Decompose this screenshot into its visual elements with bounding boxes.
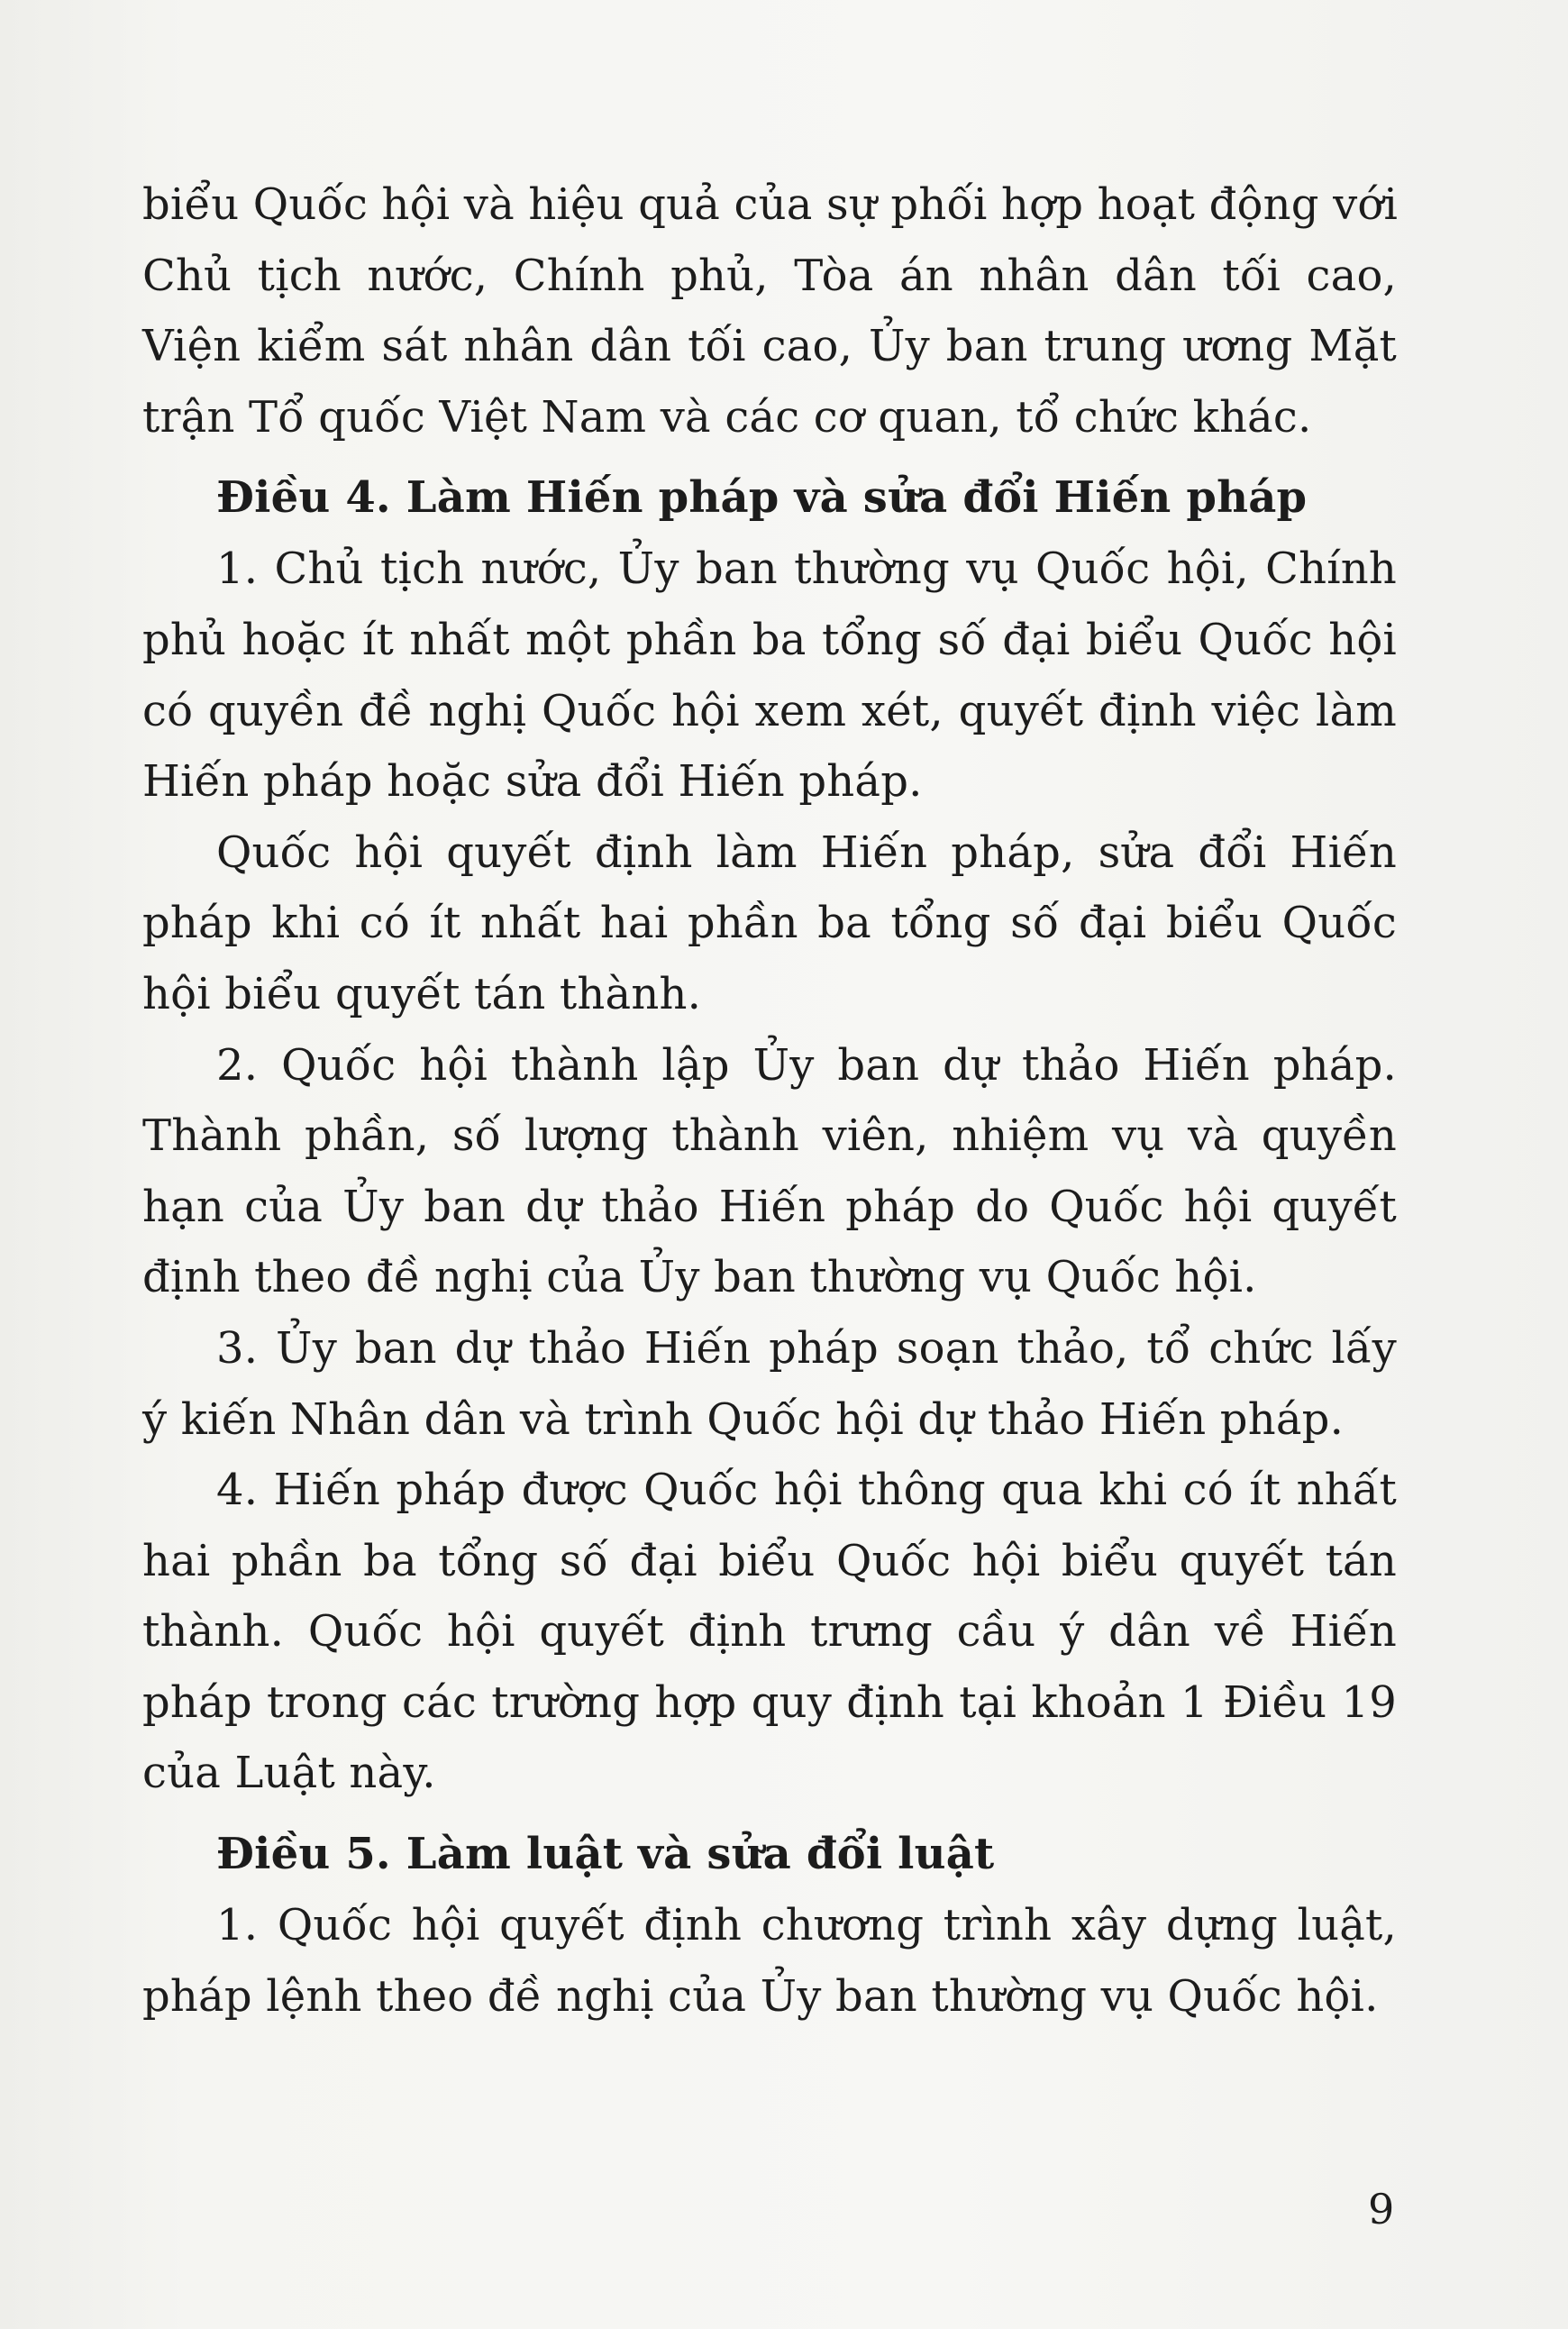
text-line: hội biểu quyết tán thành.: [142, 968, 702, 1019]
text-line: Hiến pháp hoặc sửa đổi Hiến pháp.: [142, 756, 923, 808]
text-line: biểu Quốc hội và hiệu quả của sự phối hợp hoạt động với: [142, 179, 1399, 230]
text-line: của Luật này.: [142, 1748, 436, 1799]
text-line: định theo đề nghị của Ủy ban thường vụ Quốc hội.: [142, 1252, 1257, 1303]
text-line: 1. Quốc hội quyết định chương trình xây dựng luật,: [216, 1900, 1397, 1951]
text-line: Thành phần, số lượng thành viên, nhiệm vụ và quyền: [142, 1110, 1397, 1162]
article-4-clause-3: [142, 1313, 1397, 1455]
article-4-heading: Điều 4. Làm Hiến pháp và sửa đổi Hiến pháp: [216, 472, 1308, 524]
text-line: trận Tổ quốc Việt Nam và các cơ quan, tổ chức khác.: [142, 391, 1312, 443]
text-line: pháp lệnh theo đề nghị của Ủy ban thường vụ Quốc hội.: [142, 1970, 1379, 2022]
article-5-heading: Điều 5. Làm luật và sửa đổi luật: [216, 1829, 995, 1880]
text-line: pháp trong các trường hợp quy định tại khoản 1 Điều 19: [142, 1676, 1397, 1728]
page-body: [142, 169, 1397, 2032]
text-line: pháp khi có ít nhất hai phần ba tổng số đại biểu Quốc: [142, 898, 1397, 949]
text-line: hai phần ba tổng số đại biểu Quốc hội biểu quyết tán: [142, 1535, 1397, 1586]
intro-paragraph: [142, 169, 1397, 452]
text-line: có quyền đề nghị Quốc hội xem xét, quyết định việc làm: [142, 685, 1397, 736]
text-line: Quốc hội quyết định làm Hiến pháp, sửa đổi Hiến: [216, 827, 1397, 878]
text-line: thành. Quốc hội quyết định trưng cầu ý dân về Hiến: [142, 1606, 1397, 1658]
article-4-clause-4: [142, 1455, 1397, 1809]
page-number: 9: [1368, 2185, 1395, 2233]
text-line: 3. Ủy ban dự thảo Hiến pháp soạn thảo, tổ chức lấy: [216, 1322, 1397, 1374]
article-4-clause-1: [142, 534, 1397, 817]
article-5-clause-1: [142, 1890, 1397, 2032]
text-line: Chủ tịch nước, Chính phủ, Tòa án nhân dân tối cao,: [142, 250, 1397, 301]
text-line: phủ hoặc ít nhất một phần ba tổng số đại biểu Quốc hội: [142, 614, 1397, 665]
text-line: ý kiến Nhân dân và trình Quốc hội dự thảo Hiến pháp.: [142, 1393, 1345, 1445]
text-line: Viện kiểm sát nhân dân tối cao, Ủy ban trung ương Mặt: [142, 321, 1397, 372]
text-line: 1. Chủ tịch nước, Ủy ban thường vụ Quốc hội, Chính: [216, 543, 1397, 595]
article-4-clause-1-paragraph-2: [142, 817, 1397, 1030]
article-4-clause-2: [142, 1030, 1397, 1313]
text-line: 2. Quốc hội thành lập Ủy ban dự thảo Hiến pháp.: [216, 1039, 1397, 1091]
text-line: hạn của Ủy ban dự thảo Hiến pháp do Quốc hội quyết: [142, 1181, 1397, 1232]
text-line: 4. Hiến pháp được Quốc hội thông qua khi có ít nhất: [216, 1465, 1397, 1516]
